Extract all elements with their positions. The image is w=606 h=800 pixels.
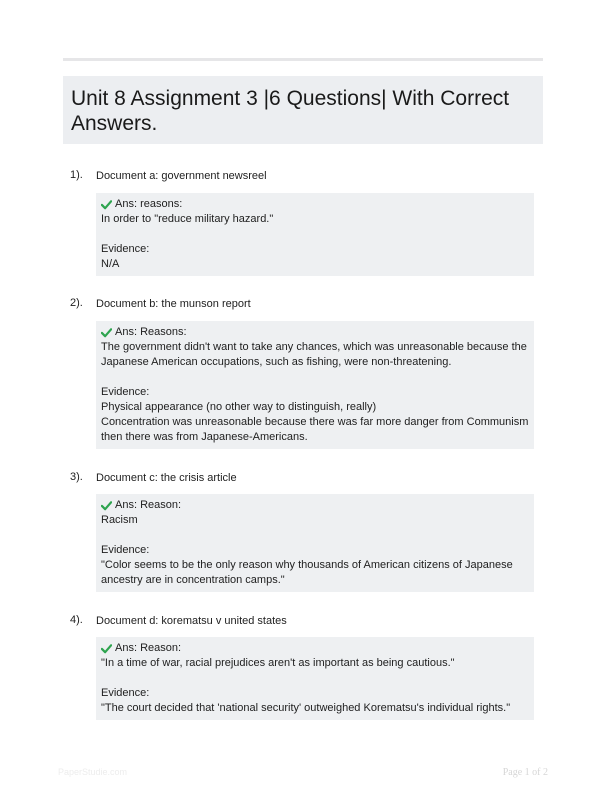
question-text: Document a: government newsreel [96, 170, 267, 182]
page-title [71, 86, 535, 136]
evidence-line: Concentration was unreasonable because there was far more danger from Communism [101, 416, 529, 428]
evidence-label: Evidence: [101, 687, 150, 699]
answer-line: "In a time of war, racial prejudices aren't as important as being cautious." [101, 657, 455, 669]
checkmark-icon [101, 327, 112, 338]
answer-heading [101, 325, 529, 340]
answer-line: In order to "reduce military hazard." [101, 213, 274, 225]
evidence-line: "The court decided that 'national security' outweighed Korematsu's individual rights." [101, 702, 511, 714]
question-text: Document b: the munson report [96, 298, 251, 310]
answer-box [96, 193, 534, 276]
answer-heading [101, 197, 529, 212]
evidence-label: Evidence: [101, 243, 150, 255]
answer-label: Ans: Reasons: [115, 326, 187, 338]
question-number: 2). [70, 297, 83, 309]
title-line-1: Unit 8 Assignment 3 |6 Questions| With Correct [71, 87, 510, 110]
question-number: 1). [70, 169, 83, 181]
footer-watermark: PaperStudie.com [58, 767, 128, 777]
answer-heading [101, 498, 529, 513]
evidence-line: ancestry are in concentration camps." [101, 574, 285, 586]
question-number: 4). [70, 614, 83, 626]
answer-label: Ans: Reason: [115, 499, 182, 511]
evidence-line: Physical appearance (no other way to distinguish, really) [101, 401, 377, 413]
answer-box [96, 637, 534, 720]
evidence-line: then there was from Japanese-Americans. [101, 431, 308, 443]
answer-line: Japanese American occupations, such as fishing, were non-threatening. [101, 356, 452, 368]
title-box [63, 76, 543, 144]
evidence-label: Evidence: [101, 386, 150, 398]
checkmark-icon [101, 199, 112, 210]
answer-box [96, 494, 534, 592]
top-rule [63, 58, 543, 61]
question-text: Document c: the crisis article [96, 472, 237, 484]
evidence-line: "Color seems to be the only reason why thousands of American citizens of Japanese [101, 559, 513, 571]
question-number: 3). [70, 471, 83, 483]
evidence-line: N/A [101, 258, 120, 270]
evidence-label: Evidence: [101, 544, 150, 556]
answer-box [96, 321, 534, 449]
answer-line: The government didn't want to take any chances, which was unreasonable because the [101, 341, 527, 353]
question-text: Document d: korematsu v united states [96, 615, 287, 627]
title-line-2: Answers. [71, 112, 158, 135]
page-number: Page 1 of 2 [502, 767, 548, 778]
answer-label: Ans: reasons: [115, 198, 183, 210]
checkmark-icon [101, 643, 112, 654]
answer-line: Racism [101, 514, 138, 526]
answer-heading [101, 641, 529, 656]
checkmark-icon [101, 500, 112, 511]
answer-label: Ans: Reason: [115, 642, 182, 654]
